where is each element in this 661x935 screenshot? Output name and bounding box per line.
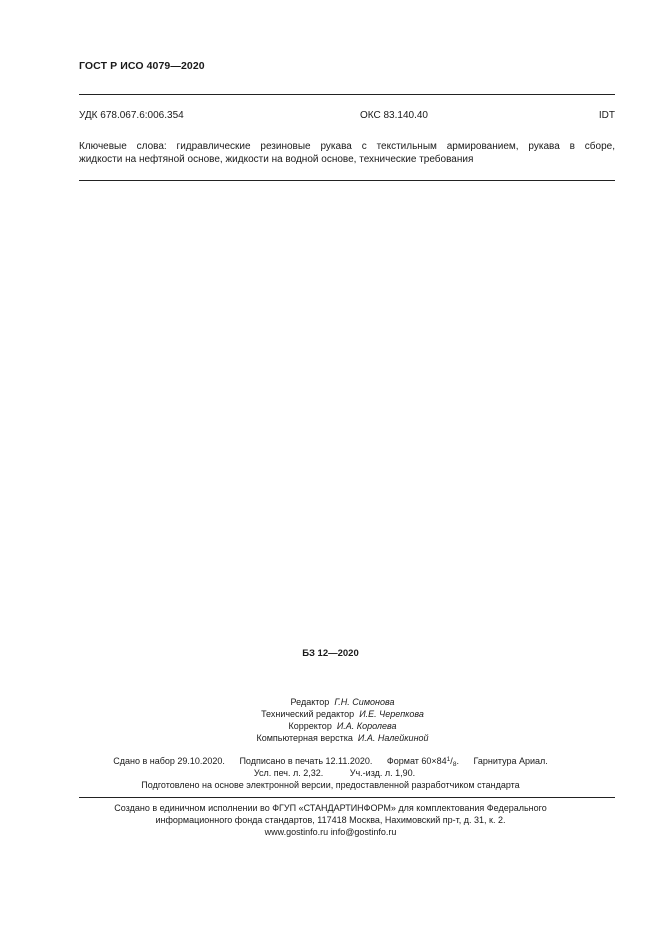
oks-code: ОКС 83.140.40	[360, 110, 428, 121]
credit-person: И.А. Налейкиной	[357, 733, 429, 743]
footer-divider	[79, 797, 615, 798]
footer-contacts	[0, 827, 661, 837]
idt-code: IDT	[598, 110, 615, 121]
top-divider	[79, 94, 615, 95]
paper-format: Формат $60\times 84^1/_8$.	[386, 756, 459, 768]
typeface: Гарнитура Ариал.	[473, 756, 548, 766]
footer-line-2: информационного фонда стандартов, 117418 Москва, Нахимовский пр-т, д. 31, к. 2.	[155, 815, 506, 825]
credit-role: Компьютерная верстка	[256, 733, 353, 743]
udk-code: УДК 678.067.6:006.354	[79, 110, 184, 121]
imprint-line-1	[0, 756, 661, 768]
classification-codes	[79, 110, 615, 124]
standard-designation: ГОСТ Р ИСО 4079—2020	[79, 60, 205, 72]
imprint-line-2	[0, 768, 661, 778]
pub-sheets: Уч.-изд. л. 1,90.	[349, 768, 416, 778]
credit-tech-editor	[0, 709, 661, 719]
credit-corrector	[0, 721, 661, 731]
credit-editor	[0, 697, 661, 707]
prepared-note: Подготовлено на основе электронной версии, предоставленной разработчиком стандарта	[141, 780, 520, 790]
footer-line-1: Создано в единичном исполнении во ФГУП «СТАНДАРТИНФОРМ» для комплектования Федерального	[114, 803, 547, 813]
signed-date: Подписано в печать 12.11.2020.	[239, 756, 373, 766]
bz-number: БЗ 12—2020	[302, 648, 359, 659]
submitted-date: Сдано в набор 29.10.2020.	[113, 756, 225, 766]
credit-layout	[0, 733, 661, 743]
email-link[interactable]: info@gostinfo.ru	[330, 827, 397, 837]
credit-role: Технический редактор	[261, 709, 355, 719]
website-link[interactable]: www.gostinfo.ru	[264, 827, 329, 837]
credit-person: И.А. Королева	[336, 721, 397, 731]
keywords-divider	[79, 180, 615, 181]
keywords-line-2: жидкости на нефтяной основе, жидкости на водной основе, технические требования	[79, 154, 474, 165]
keywords-line-1: Ключевые слова: гидравлические резиновые рукава с текстильным армированием, рукава в сборе,	[79, 141, 615, 152]
keywords-block	[79, 140, 615, 166]
credit-role: Редактор	[290, 697, 330, 707]
credit-role: Корректор	[288, 721, 332, 731]
credit-person: Г.Н. Симонова	[334, 697, 395, 707]
print-sheets: Усл. печ. л. 2,32.	[253, 768, 324, 778]
credit-person: И.Е. Черепкова	[359, 709, 424, 719]
